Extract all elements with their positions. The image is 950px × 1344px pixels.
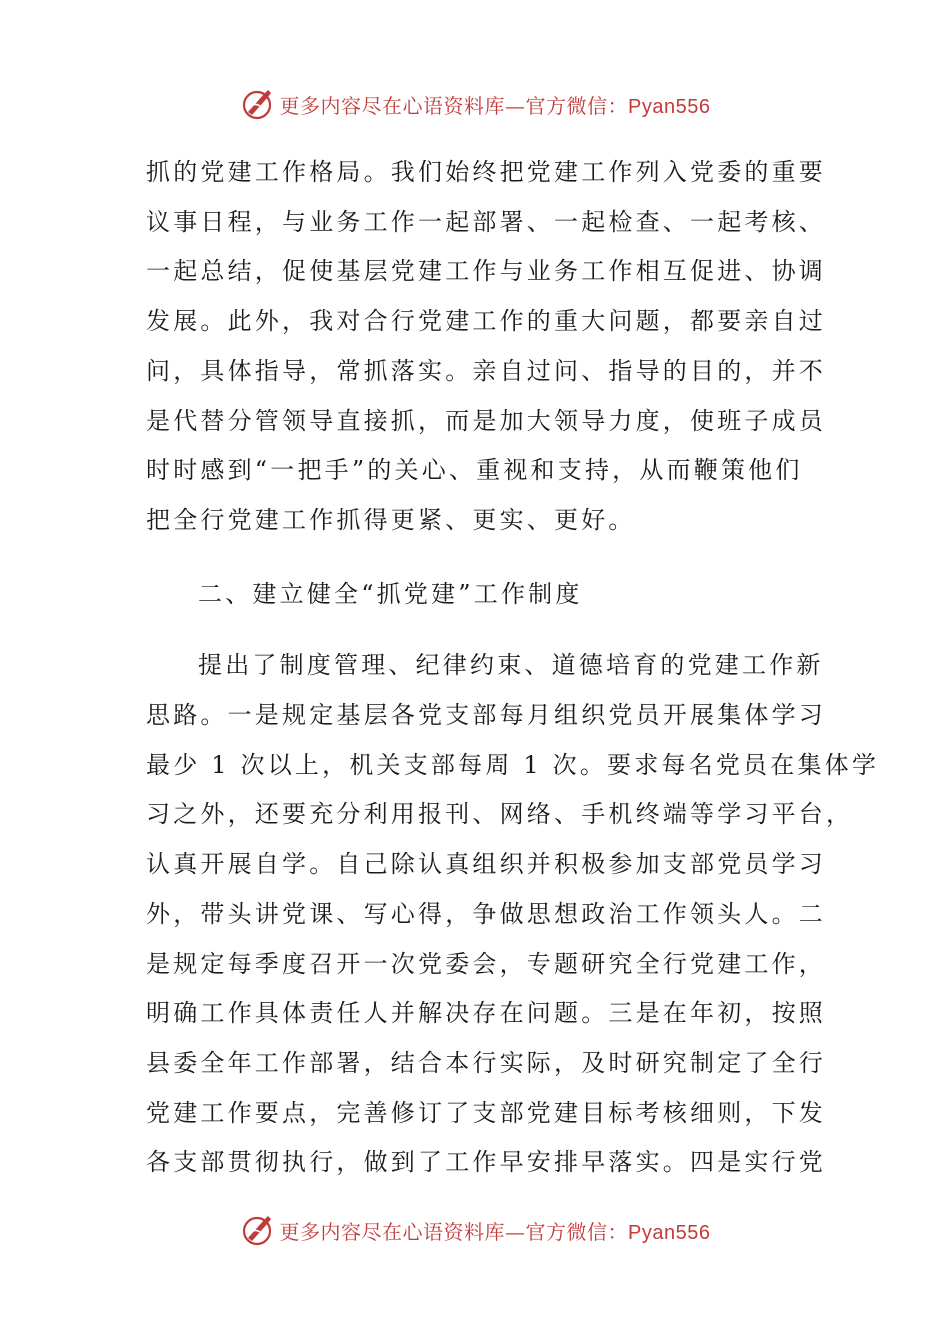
- text-line: 是规定每季度召开一次党委会，专题研究全行党建工作，: [146, 949, 826, 978]
- paragraph-1: [146, 148, 826, 546]
- text-line: 是代替分管领导直接抓，而是加大领导力度，使班子成员: [146, 406, 826, 435]
- text-line: 认真开展自学。自己除认真组织并积极参加支部党员学习: [146, 850, 826, 879]
- text-line: 明确工作具体责任人并解决存在问题。三是在年初，按照: [146, 999, 826, 1028]
- pen-seal-icon: [240, 1212, 276, 1248]
- text-line: 提出了制度管理、纪律约束、道德培育的党建工作新: [198, 651, 824, 680]
- text-line: 发展。此外，我对合行党建工作的重大问题，都要亲自过: [146, 307, 826, 336]
- banner-dash: —: [505, 93, 526, 118]
- banner-wechat-label: 官方微信：: [525, 1219, 629, 1244]
- banner-wechat-id: Pyan556: [628, 95, 711, 118]
- text-line: 最少 1 次以上，机关支部每周 1 次。要求每名党员在集体学: [146, 750, 880, 779]
- text-line: 把全行党建工作抓得更紧、更实、更好。: [146, 505, 636, 534]
- banner-text: [280, 1216, 711, 1245]
- banner-wechat-label: 官方微信：: [525, 93, 629, 118]
- banner-wechat-id: Pyan556: [628, 1221, 711, 1244]
- document-body: [146, 148, 880, 1188]
- banner-site-text: 更多内容尽在心语资料库: [279, 1219, 506, 1244]
- banner-text: [280, 90, 711, 119]
- text-line: 习之外，还要充分利用报刊、网络、手机终端等学习平台，: [146, 800, 854, 829]
- text-line: 问，具体指导，常抓落实。亲自过问、指导的目的，并不: [146, 356, 826, 385]
- banner-site-text: 更多内容尽在心语资料库: [279, 93, 506, 118]
- paragraph-2: [146, 641, 880, 1188]
- text-line: 议事日程，与业务工作一起部署、一起检查、一起考核、: [146, 207, 826, 236]
- footer-banner: [0, 1210, 950, 1250]
- text-line: 县委全年工作部署，结合本行实际，及时研究制定了全行: [146, 1048, 826, 1077]
- text-line: 一起总结，促使基层党建工作与业务工作相互促进、协调: [146, 257, 826, 286]
- pen-seal-icon: [240, 86, 276, 122]
- section-heading: 二、建立健全“抓党建”工作制度: [198, 579, 583, 608]
- text-line: 外，带头讲党课、写心得，争做思想政治工作领头人。二: [146, 899, 826, 928]
- header-banner: [0, 84, 950, 124]
- text-line: 时时感到“一把手”的关心、重视和支持，从而鞭策他们: [146, 456, 803, 485]
- text-line: 党建工作要点，完善修订了支部党建目标考核细则，下发: [146, 1098, 826, 1127]
- banner-dash: —: [505, 1219, 526, 1244]
- text-line: 思路。一是规定基层各党支部每月组织党员开展集体学习: [146, 701, 826, 730]
- text-line: 各支部贯彻执行，做到了工作早安排早落实。四是实行党: [146, 1148, 826, 1177]
- text-line: 抓的党建工作格局。我们始终把党建工作列入党委的重要: [146, 158, 826, 186]
